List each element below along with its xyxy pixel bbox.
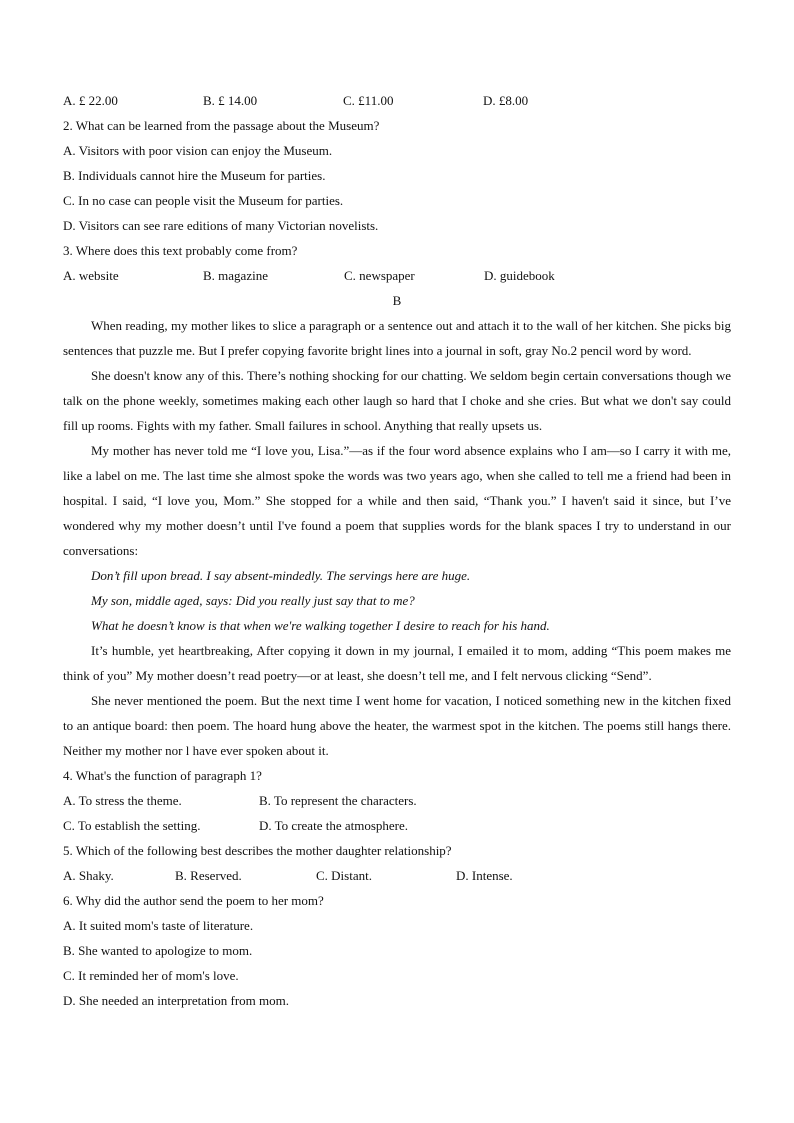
q5-stem: 5. Which of the following best describes the mother daughter relationship? bbox=[63, 843, 452, 858]
q6-option-d[interactable]: D. She needed an interpretation from mom. bbox=[63, 993, 289, 1008]
q6-option-b[interactable]: B. She wanted to apologize to mom. bbox=[63, 943, 253, 958]
q5-option-c[interactable]: C. Distant. bbox=[316, 868, 372, 883]
passage-paragraph-3: My mother has never told me “I love you, Lisa.”—as if the four word absence explains who I am—so I carry it with me, like a label on me. The last time she almost spoke the words was two years ago, when she called to tell me a friend had been in hospital. I said, “I love you, Mom.” She stopped for a while and then said, “Thank you.” I haven't said it since, but I’ve wondered why my mother doesn’t until I've found a poem that supplies words for the blank spaces I try to understand in our conversations: bbox=[63, 443, 731, 558]
q3-options bbox=[63, 263, 731, 288]
q3-option-b[interactable]: B. magazine bbox=[203, 268, 268, 283]
passage-paragraph-4: It’s humble, yet heartbreaking, After copying it down in my journal, I emailed it to mom, adding “This poem makes me think of you” My mother doesn’t read poetry—or at least, she doesn’t tell me, and I felt nervous clicking “Send”. bbox=[63, 643, 731, 683]
q4-option-d[interactable]: D. To create the atmosphere. bbox=[259, 818, 409, 833]
q4-stem: 4. What's the function of paragraph 1? bbox=[63, 768, 262, 783]
passage-paragraph-1: When reading, my mother likes to slice a paragraph or a sentence out and attach it to the wall of her kitchen. She picks big sentences that puzzle me. But I prefer copying favorite bright lines into a journal in soft, gray No.2 pencil word by word. bbox=[63, 318, 731, 358]
section-label: B bbox=[392, 293, 402, 308]
q2-stem: 2. What can be learned from the passage about the Museum? bbox=[63, 118, 380, 133]
poem-line-1: Don’t fill upon bread. I say absent-mindedly. The servings here are huge. bbox=[91, 568, 471, 583]
q2-option-d[interactable]: D. Visitors can see rare editions of many Victorian novelists. bbox=[63, 218, 379, 233]
q3-option-c[interactable]: C. newspaper bbox=[344, 268, 415, 283]
q6-stem: 6. Why did the author send the poem to her mom? bbox=[63, 893, 324, 908]
q1-option-d[interactable]: D. £8.00 bbox=[483, 93, 529, 108]
q6-option-c[interactable]: C. It reminded her of mom's love. bbox=[63, 968, 239, 983]
q4-option-c[interactable]: C. To establish the setting. bbox=[63, 818, 201, 833]
q4-options-row-2 bbox=[63, 813, 731, 838]
q4-option-b[interactable]: B. To represent the characters. bbox=[259, 793, 417, 808]
exam-page bbox=[63, 88, 731, 1013]
q3-option-d[interactable]: D. guidebook bbox=[484, 268, 555, 283]
q4-options-row-1 bbox=[63, 788, 731, 813]
q2-option-c[interactable]: C. In no case can people visit the Museum for parties. bbox=[63, 193, 344, 208]
q1-option-c[interactable]: C. £11.00 bbox=[343, 93, 394, 108]
passage-paragraph-2: She doesn't know any of this. There’s nothing shocking for our chatting. We seldom begin certain conversations though we talk on the phone weekly, sometimes making each other laugh so hard that I choke and she cries. But what we don't say could fill up rooms. Fights with my father. Small failures in school. Anything that really upsets us. bbox=[63, 368, 731, 433]
passage-paragraph-5: She never mentioned the poem. But the next time I went home for vacation, I noticed something new in the kitchen fixed to an antique board: then poem. The hoard hung above the heater, the warmest spot in the kitchen. The poems still hangs there. Neither my mother nor l have ever spoken about it. bbox=[63, 693, 731, 758]
q6-option-a[interactable]: A. It suited mom's taste of literature. bbox=[63, 918, 254, 933]
q5-options bbox=[63, 863, 731, 888]
q2-option-b[interactable]: B. Individuals cannot hire the Museum for parties. bbox=[63, 168, 326, 183]
q2-option-a[interactable]: A. Visitors with poor vision can enjoy the Museum. bbox=[63, 143, 333, 158]
q5-option-a[interactable]: A. Shaky. bbox=[63, 868, 114, 883]
q4-option-a[interactable]: A. To stress the theme. bbox=[63, 793, 182, 808]
poem-line-3: What he doesn’t know is that when we're walking together I desire to reach for his hand. bbox=[91, 618, 550, 633]
q1-option-b[interactable]: B. £ 14.00 bbox=[203, 93, 258, 108]
q1-option-a[interactable]: A. £ 22.00 bbox=[63, 93, 118, 108]
q1-options bbox=[63, 88, 731, 113]
q5-option-b[interactable]: B. Reserved. bbox=[175, 868, 242, 883]
q5-option-d[interactable]: D. Intense. bbox=[456, 868, 513, 883]
q3-option-a[interactable]: A. website bbox=[63, 268, 119, 283]
poem-line-2: My son, middle aged, says: Did you really just say that to me? bbox=[91, 593, 415, 608]
q3-stem: 3. Where does this text probably come from? bbox=[63, 243, 298, 258]
